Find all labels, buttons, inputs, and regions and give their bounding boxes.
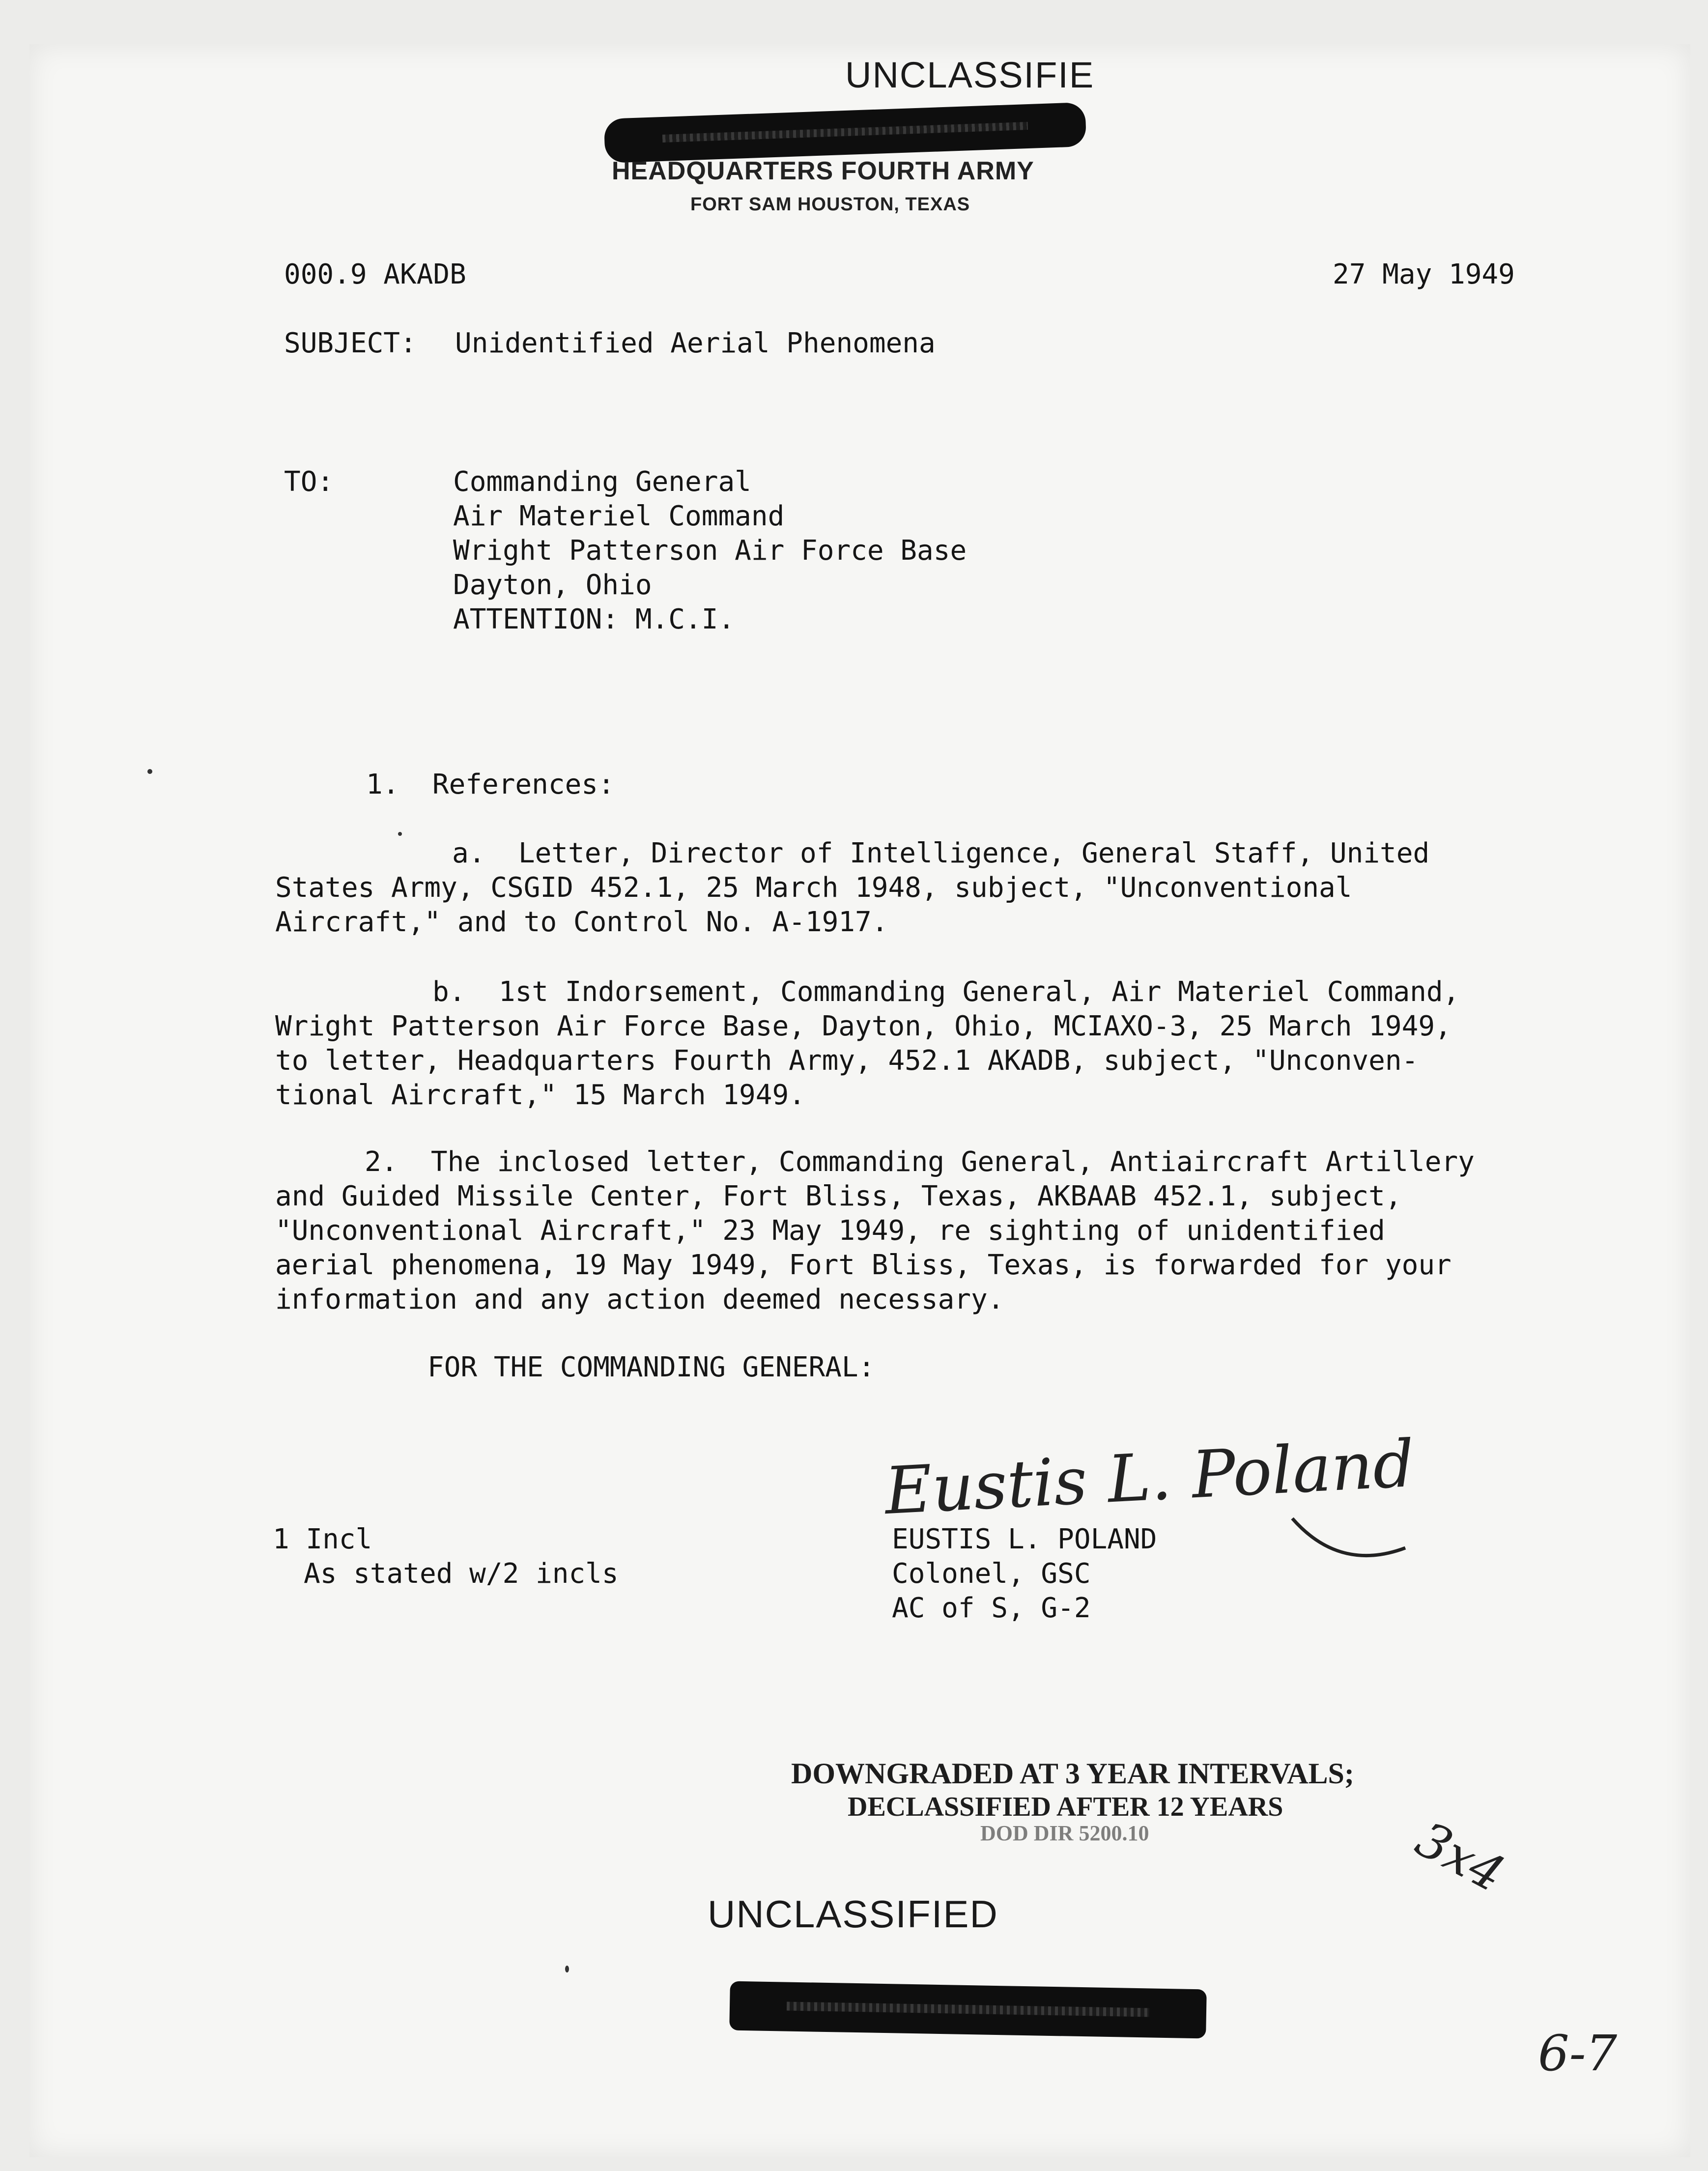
closing-line: FOR THE COMMANDING GENERAL: [427,1351,875,1383]
paragraph-1b-line: tional Aircraft," 15 March 1949. [275,1079,805,1111]
enclosure-description: As stated w/2 incls [304,1558,619,1590]
paragraph-1b-line: to letter, Headquarters Fourth Army, 452.1 AKADB, subject, "Unconven- [275,1045,1419,1077]
signer-name: EUSTIS L. POLAND [892,1523,1157,1555]
letterhead-location: FORT SAM HOUSTON, TEXAS [690,194,970,215]
downgrade-line-3: DOD DIR 5200.10 [980,1821,1149,1845]
memo-date: 27 May 1949 [1333,258,1515,290]
signer-rank: Colonel, GSC [892,1558,1091,1590]
paragraph-1a-line: States Army, CSGID 452.1, 25 March 1948, subject, "Unconventional [275,872,1352,904]
handwritten-signature: Eustis L. Poland [882,1426,1417,1530]
letterhead-org: HEADQUARTERS FOURTH ARMY [612,157,1034,185]
subject-label: SUBJECT: [284,327,417,359]
speck [147,769,152,774]
downgrade-line-2: DECLASSIFIED AFTER 12 YEARS [848,1792,1283,1822]
signature-flourish [1287,1499,1415,1568]
to-line: Air Materiel Command [453,500,785,532]
speck [565,1966,569,1972]
speck [398,832,402,836]
paragraph-1a-line: Aircraft," and to Control No. A-1917. [275,906,888,938]
page-note: 6-7 [1538,2025,1618,2082]
to-label: TO: [284,466,334,498]
redaction-bar-bottom [729,1981,1207,2039]
paragraph-1-heading: 1. References: [366,769,615,800]
to-line: Dayton, Ohio [453,569,652,601]
paragraph-1a-line: a. Letter, Director of Intelligence, General Staff, United [452,837,1430,869]
bottom-classification-stamp: UNCLASSIFIED [708,1892,998,1936]
enclosure-count: 1 Incl [273,1523,372,1555]
paragraph-2-line: aerial phenomena, 19 May 1949, Fort Bliss, Texas, is forwarded for your [275,1249,1452,1281]
paragraph-2-line: "Unconventional Aircraft," 23 May 1949, re sighting of unidentified [275,1215,1385,1247]
paragraph-2-line: 2. The inclosed letter, Commanding General, Antiaircraft Artillery [365,1146,1475,1178]
paragraph-1b-line: b. 1st Indorsement, Commanding General, Air Materiel Command, [432,976,1460,1008]
file-reference: 000.9 AKADB [284,258,466,290]
paragraph-1b-line: Wright Patterson Air Force Base, Dayton, Ohio, MCIAXO-3, 25 March 1949, [275,1010,1452,1042]
margin-note: 3x4 [1407,1810,1514,1904]
top-classification-stamp: UNCLASSIFIE [845,55,1095,95]
to-line: Commanding General [453,466,751,498]
paragraph-2-line: and Guided Missile Center, Fort Bliss, Texas, AKBAAB 452.1, subject, [275,1180,1402,1212]
downgrade-line-1: DOWNGRADED AT 3 YEAR INTERVALS; [791,1757,1354,1790]
signer-title: AC of S, G-2 [892,1592,1091,1624]
paragraph-2-line: information and any action deemed necessary. [275,1284,1004,1315]
to-line: Wright Patterson Air Force Base [453,535,967,567]
subject-text: Unidentified Aerial Phenomena [455,327,936,359]
to-line: ATTENTION: M.C.I. [453,603,735,635]
